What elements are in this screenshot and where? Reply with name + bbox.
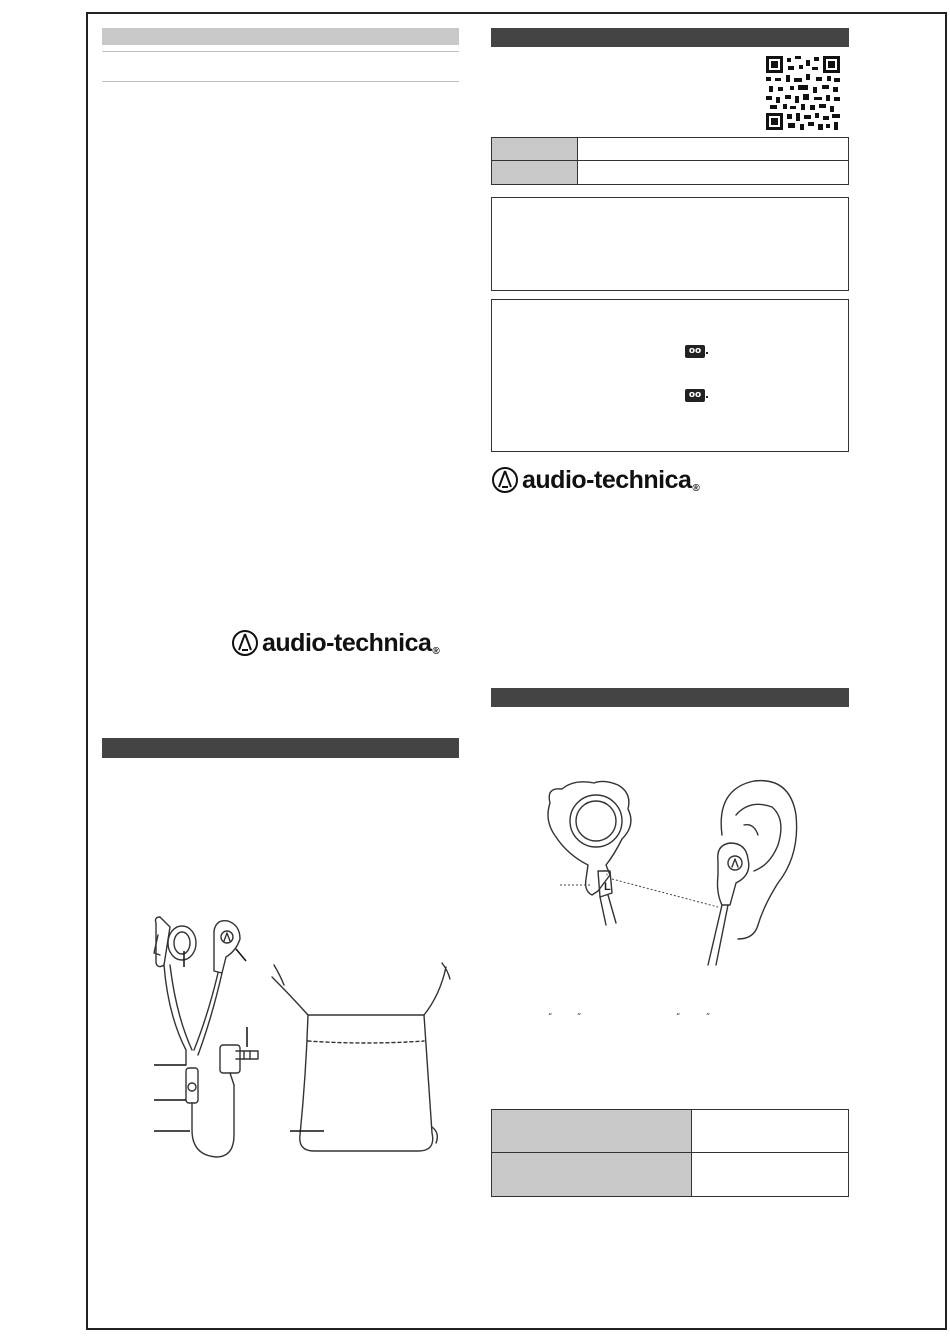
cassette-period xyxy=(706,352,708,354)
quote-open-2: “ xyxy=(676,1012,681,1021)
brand-logo-right xyxy=(491,466,699,494)
package-contents-illustration xyxy=(140,905,470,1165)
right-title-bar xyxy=(491,28,849,47)
spec-table-value-2 xyxy=(692,1153,848,1196)
left-rule-1 xyxy=(102,51,459,52)
brand-logo-registered: ® xyxy=(432,646,440,657)
info-table-value-2 xyxy=(578,161,848,184)
brand-logo-text-2: audio-technica xyxy=(522,465,692,494)
wearing-illustration xyxy=(540,775,810,970)
cassette-icon: oo xyxy=(685,345,705,358)
spec-table-label-2 xyxy=(492,1153,692,1196)
info-table-value-1 xyxy=(578,138,848,161)
brand-logo-left xyxy=(231,629,439,657)
audio-technica-mark-icon-2 xyxy=(491,466,519,494)
spec-table xyxy=(491,1109,849,1197)
left-section-bar xyxy=(102,738,459,758)
spec-table-label-1 xyxy=(492,1110,692,1153)
left-rule-2 xyxy=(102,81,459,82)
cassette-icon-2: oo xyxy=(685,389,705,402)
info-table xyxy=(491,137,849,185)
right-section-bar xyxy=(491,688,849,707)
info-table-label-2 xyxy=(492,161,578,184)
spec-table-value-1 xyxy=(692,1110,848,1153)
brand-logo-text: audio-technica xyxy=(262,628,432,657)
brand-logo-registered-2: ® xyxy=(692,483,700,494)
audio-technica-mark-icon xyxy=(231,629,259,657)
quote-close-1: ” xyxy=(577,1012,582,1021)
cassette-period-2 xyxy=(706,396,708,398)
ear-marker-dot: ° xyxy=(606,874,609,880)
notice-box xyxy=(491,197,849,291)
quote-close-2: ” xyxy=(706,1012,711,1021)
contact-box xyxy=(491,299,849,452)
qr-code-icon xyxy=(766,56,840,130)
quote-open-1: “ xyxy=(548,1012,553,1021)
left-title-bar xyxy=(102,28,459,45)
ear-marker-label: L xyxy=(604,881,611,893)
info-table-label-1 xyxy=(492,138,578,161)
